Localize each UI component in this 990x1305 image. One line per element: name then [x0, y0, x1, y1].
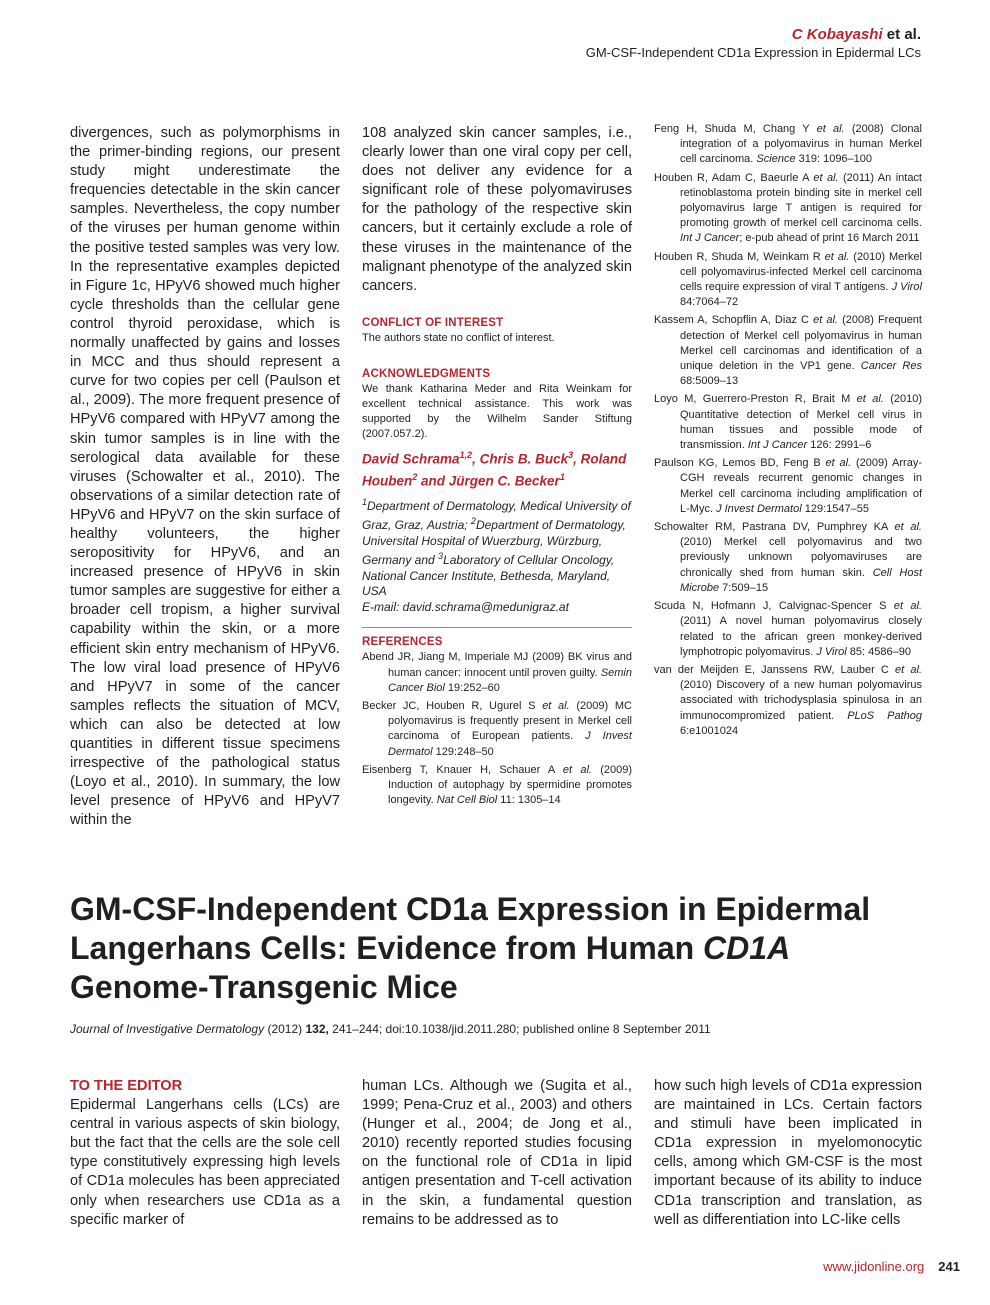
reference-item [362, 763, 632, 809]
references-heading: REFERENCES [362, 636, 443, 649]
reference-journal: Science [756, 153, 796, 166]
reference-post: 129:1547–55 [801, 502, 869, 515]
reference-item [654, 171, 922, 247]
author-sup: 2 [412, 472, 418, 483]
reference-etal: et al. [813, 314, 838, 327]
references-list-col2 [362, 650, 632, 808]
reference-pre: Houben R, Shuda M, Weinkam R [654, 250, 825, 263]
running-author [792, 26, 921, 43]
reference-pre: Eisenberg T, Knauer H, Schauer A [362, 763, 563, 776]
author-name: David Schrama [362, 451, 460, 467]
journal-url[interactable]: www.jidonline.org [823, 1259, 925, 1274]
reference-pre: Schowalter RM, Pastrana DV, Pumphrey KA [654, 521, 895, 534]
letter-text-1: Epidermal Langerhans cells (LCs) are central in various aspects of skin biology, but the fact that the cells are the sole cell type constitutively expressing high levels of CD1a molecules has been appreciated only when researchers use CD1a as a specific marker of [70, 1097, 340, 1228]
reference-item [654, 456, 922, 517]
reference-etal: et al. [893, 600, 922, 613]
reference-etal: et al. [816, 123, 845, 135]
author-sup: 1,2 [459, 449, 473, 460]
reference-mid: (2010) Merkel cell polyomavirus and two previously unknown polyomaviruses are chronically shed from human skin. [680, 536, 922, 579]
reference-item [362, 650, 632, 696]
reference-post: 6:e1001024 [680, 724, 739, 737]
letter-text-3: how such high levels of CD1a expression are maintained in LCs. Certain factors and stimuli have been implicated in CD1a expression in myelomonocytic cells, among which GM-CSF is the most important because of its ability to induce CD1a transcription and translation, as well as differentiation into LC-like cells [654, 1078, 922, 1228]
reference-mid: (2011) An intact retinoblastoma protein binding site in merkel cell polyomavirus large T antigen is required for promoting growth of merkel cell carcinoma cells. [680, 171, 922, 230]
affil-text: Laboratory of Cellular Oncology, National Cancer Institute, Bethesda, Maryland, USA [362, 553, 615, 599]
reference-item [362, 699, 632, 760]
reference-item [654, 250, 922, 311]
reference-journal: Semin Cancer Biol [388, 666, 632, 694]
reference-item [654, 313, 922, 389]
affil-sup: 3 [438, 551, 444, 562]
reference-mid: (2010) Discovery of a new human polyomavirus associated with trichodysplasia spinulosa in an immunocompromized patient. [680, 679, 922, 722]
reference-item [654, 663, 922, 739]
reference-pre: Feng H, Shuda M, Chang Y [654, 123, 817, 135]
affil-text: Department of Dermatology, Universital Hospital of Wuerzburg, Würzburg, Germany and [362, 518, 626, 568]
author-list [362, 446, 632, 491]
reference-mid: (2011) A novel human polyomavirus closely related to the african green monkey-derived lymphotropic polyomavirus. [680, 615, 922, 658]
reference-mid: (2009) Array-CGH reveals recurrent genomic changes in Merkel cell carcinoma including amplification of L-Myc. [680, 457, 922, 515]
reference-journal: J Invest Dermatol [716, 502, 802, 515]
reference-mid: (2008) Frequent detection of Merkel cell polyomavirus in human Merkel cell carcinomas and identification of a unique deletion in the VP1 gene. [680, 314, 922, 373]
reference-pre: Becker JC, Houben R, Ugurel S [362, 699, 543, 712]
letter-text-2: human LCs. Although we (Sugita et al., 1999; Pena-Cruz et al., 2003) and others (Hunger et al., 2004; de Jong et al., 2010) recently reported studies focusing on the functional role of CD1a in lipid antigen presentation and T-cell activation in the skin, a fundamental question remains to be addressed as to [362, 1078, 632, 1228]
reference-post: 11: 1305–14 [497, 794, 561, 807]
reference-etal: et al. [895, 663, 922, 676]
affil-sup: 1 [362, 496, 368, 507]
reference-pre: Paulson KG, Lemos BD, Feng B [654, 457, 826, 470]
reference-etal: et al. [824, 250, 850, 263]
affil-text: Department of Dermatology, Medical University of Graz, Graz, Austria; [362, 498, 631, 533]
article-title-end: Genome-Transgenic Mice [70, 969, 458, 1005]
reference-post: 7:509–15 [719, 581, 769, 594]
reference-journal: Cancer Res [860, 360, 922, 373]
reference-post: 84:7064–72 [680, 296, 739, 309]
reference-pre: van der Meijden E, Janssens RW, Lauber C [654, 663, 896, 676]
author-name: , Chris B. Buck [472, 451, 569, 467]
running-title: GM-CSF-Independent CD1a Expression in Epidermal LCs [585, 45, 921, 60]
article-title-main: GM-CSF-Independent CD1a Expression in Epidermal Langerhans Cells: Evidence from Human [70, 891, 871, 966]
references-rule [362, 627, 632, 628]
conflict-text: The authors state no conflict of interest. [362, 331, 555, 344]
running-author-name: C Kobayashi [791, 26, 883, 43]
author-name: and Jürgen C. Becker [417, 473, 560, 489]
references-list-col3 [654, 122, 922, 742]
reference-pre: Scuda N, Hofmann J, Calvignac-Spencer S [654, 600, 894, 613]
article-title-gene: CD1A [703, 930, 791, 966]
author-sup: 1 [559, 472, 565, 483]
reference-etal: et al. [825, 457, 852, 470]
author-sup: 3 [568, 449, 574, 460]
article-title [70, 890, 920, 1007]
reference-item [654, 392, 922, 453]
ack-text: We thank Katharina Meder and Rita Weinkam for excellent technical assistance. This work was supported by the Wilhelm Sander Stiftung (2007.057.2). [362, 382, 632, 440]
page-number: 241 [938, 1259, 960, 1274]
editor-heading: TO THE EDITOR [70, 1078, 183, 1094]
reference-journal: Nat Cell Biol [436, 794, 498, 807]
reference-etal: et al. [813, 171, 839, 184]
reference-pre: Abend JR, Jiang M, Imperiale MJ (2009) BK virus and human cancer: innocent until proven guilty. [362, 651, 632, 679]
reference-journal: PLoS Pathog [847, 709, 922, 722]
citation-volume: 132, [305, 1022, 329, 1036]
page-footer [823, 1259, 960, 1274]
reference-post: 126: 2991–6 [807, 439, 872, 452]
citation-year: (2012) [264, 1022, 306, 1036]
reference-item [654, 122, 922, 168]
reference-mid: (2010) Merkel cell polyomavirus-infected Merkel cell carcinoma cells require expression of viral T antigens. [680, 250, 922, 294]
reference-etal: et al. [856, 393, 884, 406]
reference-item [654, 599, 922, 660]
reference-journal: J Virol [816, 645, 847, 658]
reference-post: 68:5009–13 [680, 375, 739, 388]
column-1-text: divergences, such as polymorphisms in the primer-binding regions, our present study might underestimate the frequencies detectable in the skin cancer samples. Nevertheless, the copy number of the viruses per human genome within the positive tested samples was very low. In the representative examples depicted in Figure 1c, HPyV6 showed much higher cycle thresholds than the cellular gene control thyroid peroxidase, which is normally unaffected by gains and losses in MCC and thus should represent a curve for two copies per cell (Paulson et al., 2009). The more frequent presence of HPyV6 compared with HPyV7 among the skin tumor samples is in line with the serological data available for these viruses (Schowalter et al., 2010). The observations of a similar detection rate of HPyV6 and HPyV7 on the skin surface of healthy volunteers, the higher seropositivity for HPyV6, and an increased presence of HPyV6 in skin tumor samples are suggestive for either a broader cell tropism, a higher survival capability within the skin, or a more efficient skin entry mechanism of HPyV6. The low viral load presence of HPyV6 and HPyV7 in some of the cancer samples reflects the situation of MCV, which can also be detected at low quantities in different tissue specimens irrespective of the pathological status (Loyo et al., 2010). In summary, the low level presence of HPyV6 and HPyV7 within the [70, 125, 340, 829]
reference-item [654, 520, 922, 596]
reference-mid: (2009) Induction of autophagy by spermidine promotes longevity. [388, 763, 632, 807]
reference-mid: (2008) Clonal integration of a polyomavirus in human Merkel cell carcinoma. [680, 123, 922, 166]
affiliations [362, 495, 632, 616]
column-2-text: 108 analyzed skin cancer samples, i.e., clearly lower than one viral copy per cell, does not deliver any evidence for a significant role of these polyomaviruses for the pathology of the respective skin cancers, but it certainly exclude a role of these viruses in the maintenance of the malignant phenotype of the analyzed skin cancers. [362, 125, 632, 294]
affil-sup: 2 [470, 516, 476, 527]
reference-journal: J Invest Dermatol [388, 730, 632, 758]
reference-etal: et al. [562, 763, 592, 776]
reference-pre: Houben R, Adam C, Baeurle A [654, 171, 814, 184]
citation-rest: 241–244; doi:10.1038/jid.2011.280; published online 8 September 2011 [328, 1022, 711, 1036]
reference-mid: (2010) Quantitative detection of Merkel cell virus in human tissues and possible mode of transmission. [680, 393, 922, 452]
running-author-etal: et al. [882, 26, 921, 43]
author-name: , Roland Houben [362, 451, 627, 489]
reference-journal: Int J Cancer [747, 439, 808, 452]
reference-journal: Int J Cancer [680, 232, 740, 245]
ack-heading: ACKNOWLEDGMENTS [362, 367, 491, 380]
article-citation [70, 1022, 711, 1036]
citation-journal: Journal of Investigative Dermatology [70, 1022, 265, 1036]
conflict-heading: CONFLICT OF INTEREST [362, 316, 504, 329]
reference-post: ; e-pub ahead of print 16 March 2011 [739, 232, 920, 245]
reference-post: 19:252–60 [444, 681, 500, 694]
reference-post: 129:248–50 [432, 745, 494, 758]
reference-pre: Loyo M, Guerrero-Preston R, Brait M [654, 393, 857, 406]
reference-pre: Kassem A, Schopflin A, Diaz C [654, 314, 814, 327]
reference-post: 319: 1096–100 [795, 153, 873, 166]
author-email: E-mail: david.schrama@medunigraz.at [362, 599, 569, 614]
reference-journal: J Virol [891, 281, 922, 294]
reference-etal: et al. [894, 521, 922, 534]
letter-column-1 [70, 1077, 340, 1230]
column-2 [362, 124, 632, 811]
reference-post: 85: 4586–90 [846, 645, 911, 658]
reference-mid: (2009) MC polyomavirus is frequently present in Merkel cell carcinoma of European patients. [388, 699, 632, 743]
reference-journal: Cell Host Microbe [680, 566, 922, 594]
reference-etal: et al. [542, 699, 570, 712]
